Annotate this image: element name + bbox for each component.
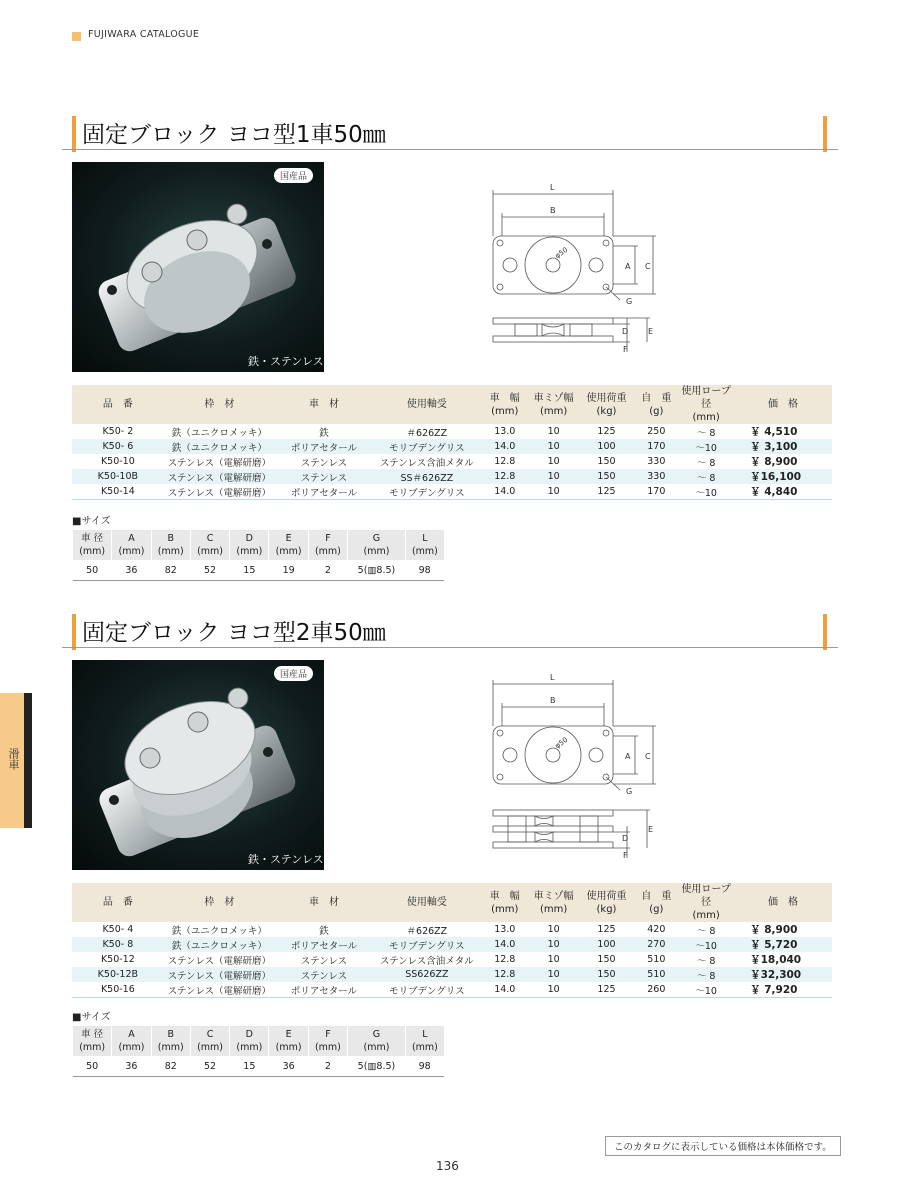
spec-table [72, 883, 832, 998]
cell-load: 150 [597, 954, 616, 965]
size-cell: 19 [269, 560, 308, 581]
col-wheel: 車 材 [275, 883, 373, 922]
cell-width: 14.0 [481, 484, 529, 500]
cell-code: K50-12B [72, 967, 164, 982]
dim-E: E [648, 327, 654, 336]
cell-groove: 10 [529, 937, 579, 952]
cell-wheel: ポリアセタール [275, 439, 373, 454]
cell-groove: 10 [547, 426, 560, 437]
cell-weight: 330 [634, 469, 678, 484]
size-row [73, 1056, 445, 1077]
cell-price: ￥32,300 [734, 967, 832, 982]
cell-bearing: モリブデングリス [373, 484, 481, 500]
cell-code: K50-16 [72, 982, 164, 998]
size-table [72, 530, 444, 581]
dim-dia: φ50 [553, 245, 570, 261]
cell-rope: ～ 8 [678, 967, 734, 982]
cell-wheel: 鉄 [319, 427, 329, 439]
size-col: G (mm) [348, 1026, 406, 1056]
cell-groove: 10 [529, 967, 579, 982]
cell-width: 14.0 [481, 982, 529, 998]
dim-A: A [625, 262, 631, 271]
size-col: A (mm) [112, 530, 151, 560]
cell-price: ￥18,040 [750, 954, 802, 966]
cell-weight: 270 [634, 937, 678, 952]
cell-width: 12.8 [494, 456, 516, 467]
cell-load: 100 [579, 439, 635, 454]
size-cell: 36 [269, 1056, 308, 1077]
cell-width: 12.8 [481, 469, 529, 484]
dim-C: C [645, 752, 651, 761]
table-row [72, 424, 832, 439]
cell-weight: 170 [634, 484, 678, 500]
cell-rope: ～10 [678, 439, 734, 454]
dim-B: B [550, 206, 556, 215]
cell-wheel: ステンレス [300, 955, 348, 967]
cell-code: K50-10 [100, 456, 135, 467]
cell-load: 150 [597, 456, 616, 467]
size-col: D (mm) [230, 1026, 269, 1056]
cell-frame: ステンレス（電解研磨） [164, 967, 275, 982]
cell-wheel: ステンレス [275, 967, 373, 982]
product-photo [72, 660, 324, 870]
cell-frame: 鉄（ユニクロメッキ） [171, 925, 267, 937]
col-price: 価 格 [734, 385, 832, 424]
cell-load: 100 [579, 937, 635, 952]
catalogue-mark [72, 32, 81, 41]
dim-D: D [622, 834, 629, 843]
cell-load: 125 [579, 982, 635, 998]
cell-groove: 10 [547, 954, 560, 965]
material-caption: 鉄・ステンレス [248, 355, 324, 368]
cell-groove: 10 [547, 924, 560, 935]
cell-rope: ～10 [678, 982, 734, 998]
cell-rope: ～ 8 [696, 925, 716, 937]
size-row [73, 560, 445, 581]
size-col: F (mm) [308, 530, 347, 560]
pulley-block-illustration [72, 162, 324, 372]
cell-frame: ステンレス（電解研磨） [167, 457, 272, 469]
spec-table [72, 385, 832, 500]
size-col: L (mm) [405, 1026, 444, 1056]
page-number: 136 [436, 1159, 459, 1173]
cell-bearing: ステンレス含油メタル [379, 955, 474, 967]
table-row [72, 937, 832, 952]
cell-price: ￥ 5,720 [734, 937, 832, 952]
cell-rope: ～ 8 [678, 469, 734, 484]
cell-weight: 250 [647, 426, 666, 437]
table-row [72, 439, 832, 454]
size-cell: 2 [308, 1056, 347, 1077]
cell-code: K50-14 [72, 484, 164, 500]
col-width: 車 幅 (mm) [481, 385, 529, 424]
size-col: A (mm) [112, 1026, 151, 1056]
origin-badge: 国産品 [274, 666, 313, 681]
dim-G: G [626, 787, 633, 796]
cell-bearing: モリブデングリス [373, 982, 481, 998]
size-label: ■サイズ [72, 1012, 111, 1023]
cell-price: ￥ 4,510 [750, 426, 798, 438]
size-col: C (mm) [190, 530, 229, 560]
cell-price: ￥ 8,900 [750, 456, 798, 468]
size-cell: 98 [405, 1056, 444, 1077]
cell-bearing: SS＃626ZZ [373, 469, 481, 484]
cell-wheel: ステンレス [300, 457, 348, 469]
cell-rope: ～ 8 [696, 955, 716, 967]
size-col: E (mm) [269, 530, 308, 560]
size-cell: 50 [73, 560, 112, 581]
cell-code: K50- 6 [72, 439, 164, 454]
cell-groove: 10 [529, 982, 579, 998]
size-cell: 5(▥8.5) [348, 560, 406, 581]
dim-C: C [645, 262, 651, 271]
table-row [72, 454, 832, 469]
table-row [72, 952, 832, 967]
dim-F: F [623, 345, 628, 354]
size-cell: 82 [151, 1056, 190, 1077]
size-table [72, 1026, 444, 1077]
side-tab-label: 滑車 [7, 748, 20, 770]
size-cell: 36 [112, 560, 151, 581]
title-bar-right [823, 614, 827, 650]
cell-rope: ～ 8 [696, 427, 716, 439]
size-col: D (mm) [230, 530, 269, 560]
size-cell: 5(▥8.5) [348, 1056, 406, 1077]
cell-bearing: ＃626ZZ [406, 427, 448, 439]
dim-G: G [626, 297, 633, 306]
cell-bearing: SS626ZZ [373, 967, 481, 982]
dim-A: A [625, 752, 631, 761]
section-title: 固定ブロック ヨコ型2車50㎜ [82, 620, 386, 646]
size-cell: 15 [230, 1056, 269, 1077]
cell-code: K50- 2 [102, 426, 134, 437]
col-frame: 枠 材 [164, 385, 275, 424]
size-col: 車 径 (mm) [73, 1026, 112, 1056]
size-col: 車 径 (mm) [73, 530, 112, 560]
col-code: 品 番 [72, 883, 164, 922]
cell-wheel: ステンレス [275, 469, 373, 484]
cell-load: 150 [579, 469, 635, 484]
cell-frame: ステンレス（電解研磨） [164, 982, 275, 998]
pulley-block-illustration [72, 660, 324, 870]
dim-D: D [622, 327, 629, 336]
table-row [72, 922, 832, 937]
size-cell: 52 [190, 560, 229, 581]
cell-code: K50- 8 [72, 937, 164, 952]
cell-width: 12.8 [481, 967, 529, 982]
cell-width: 13.0 [494, 924, 516, 935]
cell-frame: ステンレス（電解研磨） [164, 469, 275, 484]
dim-L: L [550, 183, 555, 192]
size-col: B (mm) [151, 530, 190, 560]
side-tab-edge [24, 693, 32, 828]
table-row [72, 967, 832, 982]
size-cell: 82 [151, 560, 190, 581]
cell-wheel: ポリアセタール [275, 937, 373, 952]
size-cell: 36 [112, 1056, 151, 1077]
product-photo [72, 162, 324, 372]
cell-load: 150 [579, 967, 635, 982]
section-title: 固定ブロック ヨコ型1車50㎜ [82, 122, 386, 148]
title-rule [62, 647, 838, 648]
cell-wheel: ポリアセタール [275, 484, 373, 500]
size-col: F (mm) [308, 1026, 347, 1056]
cell-rope: ～10 [678, 937, 734, 952]
col-weight: 自 重 (g) [634, 883, 678, 922]
cell-frame: 鉄（ユニクロメッキ） [164, 937, 275, 952]
col-width: 車 幅 (mm) [481, 883, 529, 922]
size-cell: 98 [405, 560, 444, 581]
cell-code: K50-10B [72, 469, 164, 484]
cell-price: ￥ 7,920 [734, 982, 832, 998]
cell-load: 125 [597, 426, 616, 437]
col-code: 品 番 [72, 385, 164, 424]
cell-weight: 330 [647, 456, 666, 467]
cell-load: 125 [579, 484, 635, 500]
cell-rope: ～ 8 [696, 457, 716, 469]
cell-frame: ステンレス（電解研磨） [164, 484, 275, 500]
price-note: このカタログに表示している価格は本体価格です。 [605, 1136, 841, 1156]
cell-bearing: ＃626ZZ [406, 925, 448, 937]
cell-groove: 10 [547, 456, 560, 467]
col-frame: 枠 材 [164, 883, 275, 922]
title-bar-right [823, 116, 827, 152]
cell-wheel: 鉄 [319, 925, 329, 937]
cell-wheel: ポリアセタール [275, 982, 373, 998]
col-load: 使用荷重 (kg) [579, 883, 635, 922]
material-caption: 鉄・ステンレス [248, 853, 324, 866]
dim-E: E [648, 825, 654, 834]
cell-weight: 510 [647, 954, 666, 965]
table-row [72, 484, 832, 500]
cell-weight: 170 [634, 439, 678, 454]
size-cell: 15 [230, 560, 269, 581]
cell-groove: 10 [529, 439, 579, 454]
cell-frame: ステンレス（電解研磨） [167, 955, 272, 967]
cell-width: 12.8 [494, 954, 516, 965]
cell-price: ￥ 4,840 [734, 484, 832, 500]
col-load: 使用荷重 (kg) [579, 385, 635, 424]
size-col: B (mm) [151, 1026, 190, 1056]
col-groove: 車ミゾ幅 (mm) [529, 883, 579, 922]
col-wheel: 車 材 [275, 385, 373, 424]
cell-price: ￥16,100 [734, 469, 832, 484]
table-row [72, 982, 832, 998]
cell-load: 125 [597, 924, 616, 935]
col-rope: 使用ロープ径 (mm) [678, 385, 734, 424]
col-weight: 自 重 (g) [634, 385, 678, 424]
cell-groove: 10 [529, 484, 579, 500]
cell-groove: 10 [529, 469, 579, 484]
cell-bearing: モリブデングリス [373, 439, 481, 454]
cell-width: 14.0 [481, 937, 529, 952]
cell-bearing: モリブデングリス [373, 937, 481, 952]
dimension-drawing [480, 670, 680, 864]
cell-weight: 420 [647, 924, 666, 935]
cell-bearing: ステンレス含油メタル [379, 457, 474, 469]
title-bar-left [72, 614, 76, 650]
origin-badge: 国産品 [274, 168, 313, 183]
cell-code: K50-12 [100, 954, 135, 965]
cell-frame: 鉄（ユニクロメッキ） [171, 427, 267, 439]
cell-frame: 鉄（ユニクロメッキ） [164, 439, 275, 454]
cell-width: 14.0 [481, 439, 529, 454]
cell-weight: 510 [634, 967, 678, 982]
cell-price: ￥ 3,100 [734, 439, 832, 454]
cell-code: K50- 4 [102, 924, 134, 935]
dimension-drawing [480, 180, 680, 364]
catalogue-name: FUJIWARA CATALOGUE [88, 29, 200, 40]
dim-L: L [550, 673, 555, 682]
dim-dia: φ50 [553, 735, 570, 751]
size-col: G (mm) [348, 530, 406, 560]
col-rope: 使用ロープ径 (mm) [678, 883, 734, 922]
size-cell: 50 [73, 1056, 112, 1077]
cell-width: 13.0 [494, 426, 516, 437]
cell-rope: ～10 [678, 484, 734, 500]
title-rule [62, 149, 838, 150]
col-price: 価 格 [734, 883, 832, 922]
col-bearing: 使用軸受 [373, 385, 481, 424]
col-groove: 車ミゾ幅 (mm) [529, 385, 579, 424]
title-bar-left [72, 116, 76, 152]
dim-B: B [550, 696, 556, 705]
size-label: ■サイズ [72, 516, 111, 527]
cell-price: ￥ 8,900 [750, 924, 798, 936]
table-row [72, 469, 832, 484]
col-bearing: 使用軸受 [373, 883, 481, 922]
size-col: C (mm) [190, 1026, 229, 1056]
dim-F: F [623, 851, 628, 860]
cell-weight: 260 [634, 982, 678, 998]
size-col: E (mm) [269, 1026, 308, 1056]
size-cell: 52 [190, 1056, 229, 1077]
size-cell: 2 [308, 560, 347, 581]
size-col: L (mm) [405, 530, 444, 560]
